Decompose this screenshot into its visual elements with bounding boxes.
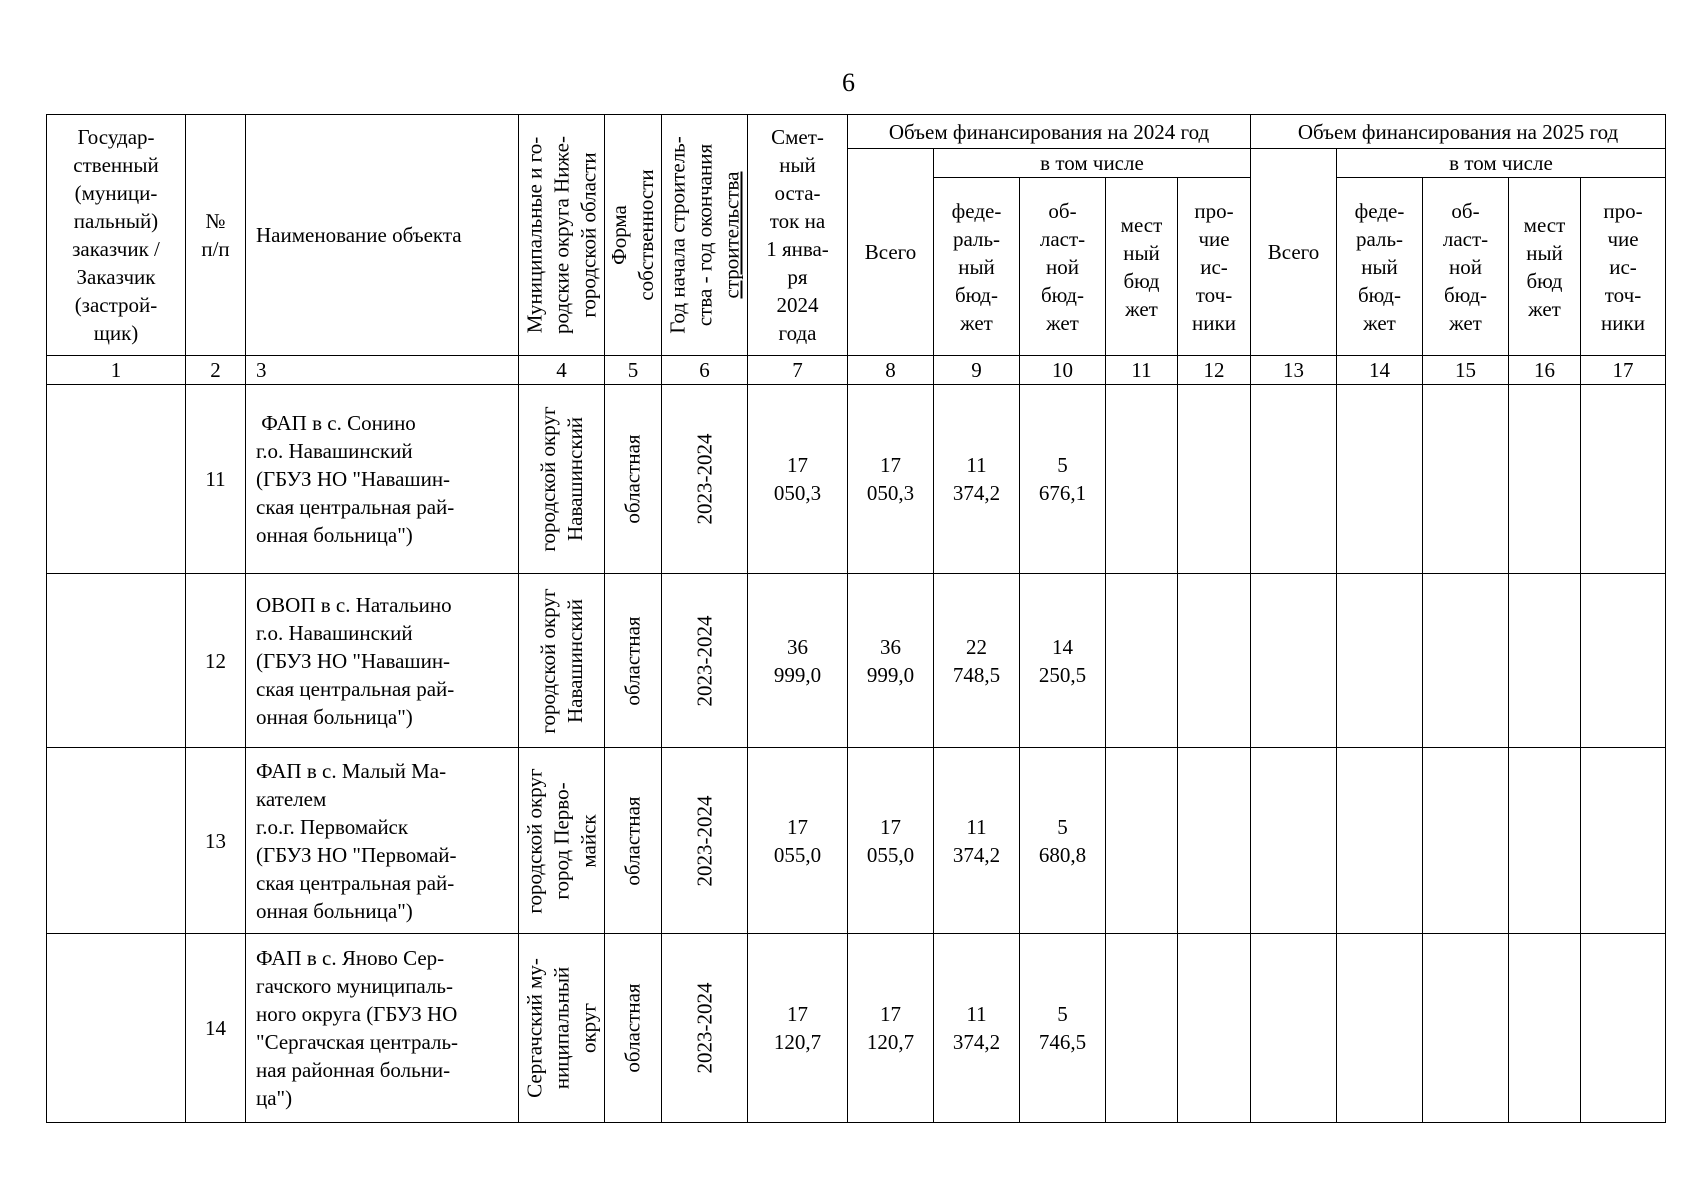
row-ownership: областная [605, 385, 662, 574]
row-customer [47, 385, 186, 574]
row-number: 11 [186, 385, 246, 574]
row-object-name: ФАП в с. Малый Ма- кателем г.о.г. Первомайск (ГБУЗ НО "Первомай- ская центральная рай- онная больница") [246, 748, 519, 934]
header-2025-including: в том числе [1337, 149, 1666, 178]
row-years: 2023-2024 [662, 574, 748, 748]
row-number: 14 [186, 934, 246, 1123]
row-ownership: областная [605, 574, 662, 748]
header-2024-federal: феде- раль- ный бюд- жет [934, 178, 1020, 356]
row-2025-total [1251, 385, 1337, 574]
header-customer: Государ- ственный (муници- пальный) заказчик / Заказчик (застрой- щик) [47, 115, 186, 356]
header-district: Муниципальные и го- родские округа Ниже- городской области [519, 115, 605, 356]
row-object-name: ФАП в с. Сонино г.о. Навашинский (ГБУЗ НО "Навашин- ская центральная рай- онная больница") [246, 385, 519, 574]
row-customer [47, 748, 186, 934]
header-2024-local: мест ный бюд жет [1106, 178, 1178, 356]
column-number: 6 [662, 356, 748, 385]
row-years: 2023-2024 [662, 748, 748, 934]
row-2025-regional [1423, 385, 1509, 574]
column-number: 15 [1423, 356, 1509, 385]
column-number: 17 [1581, 356, 1666, 385]
row-object-name: ФАП в с. Яново Сер- гачского муниципаль- ного округа (ГБУЗ НО "Сергачская централь- ная районная больни- ца") [246, 934, 519, 1123]
row-balance: 36 999,0 [748, 574, 848, 748]
row-district: городской округ Навашинский [519, 385, 605, 574]
header-estimated-balance: Смет- ный оста- ток на 1 янва- ря 2024 года [748, 115, 848, 356]
table-row [47, 385, 1666, 574]
header-2025-local: мест ный бюд жет [1509, 178, 1581, 356]
row-2024-other [1178, 934, 1251, 1123]
header-row-1 [47, 115, 1666, 149]
row-2025-total [1251, 934, 1337, 1123]
row-2025-other [1581, 574, 1666, 748]
row-number: 12 [186, 574, 246, 748]
row-2024-local [1106, 934, 1178, 1123]
row-customer [47, 934, 186, 1123]
row-number: 13 [186, 748, 246, 934]
row-2025-total [1251, 574, 1337, 748]
header-2025-regional: об- ласт- ной бюд- жет [1423, 178, 1509, 356]
header-ownership: Форма собственности [605, 115, 662, 356]
row-2024-other [1178, 748, 1251, 934]
row-balance: 17 120,7 [748, 934, 848, 1123]
row-district: городской округ город Перво- майск [519, 748, 605, 934]
row-2024-local [1106, 385, 1178, 574]
column-number: 7 [748, 356, 848, 385]
row-balance: 17 055,0 [748, 748, 848, 934]
row-years: 2023-2024 [662, 385, 748, 574]
header-2025-federal: феде- раль- ный бюд- жет [1337, 178, 1423, 356]
row-2024-total: 17 050,3 [848, 385, 934, 574]
header-2024-regional: об- ласт- ной бюд- жет [1020, 178, 1106, 356]
row-2024-regional: 14 250,5 [1020, 574, 1106, 748]
row-2025-other [1581, 934, 1666, 1123]
row-2025-regional [1423, 748, 1509, 934]
header-financing-2025: Объем финансирования на 2025 год [1251, 115, 1666, 149]
column-number: 12 [1178, 356, 1251, 385]
column-number: 5 [605, 356, 662, 385]
header-years: Год начала строитель- ства - год окончания строительства [662, 115, 748, 356]
row-2024-total: 17 120,7 [848, 934, 934, 1123]
row-2024-other [1178, 385, 1251, 574]
header-2024-other: про- чие ис- точ- ники [1178, 178, 1251, 356]
column-number: 4 [519, 356, 605, 385]
row-2025-federal [1337, 574, 1423, 748]
row-2025-total [1251, 748, 1337, 934]
page-number: 6 [842, 68, 855, 97]
header-2024-total: Всего [848, 149, 934, 356]
column-number: 16 [1509, 356, 1581, 385]
header-object-name: Наименование объекта [246, 115, 519, 356]
row-2024-federal: 11 374,2 [934, 385, 1020, 574]
row-customer [47, 574, 186, 748]
row-district: городской округ Навашинский [519, 574, 605, 748]
row-2024-other [1178, 574, 1251, 748]
row-years: 2023-2024 [662, 934, 748, 1123]
header-2025-total: Всего [1251, 149, 1337, 356]
row-2024-regional: 5 746,5 [1020, 934, 1106, 1123]
financing-table [46, 114, 1666, 1123]
row-2025-federal [1337, 385, 1423, 574]
column-number: 11 [1106, 356, 1178, 385]
row-2024-federal: 11 374,2 [934, 748, 1020, 934]
row-2025-other [1581, 748, 1666, 934]
table-row [47, 574, 1666, 748]
row-2024-local [1106, 748, 1178, 934]
table-row [47, 748, 1666, 934]
row-2024-federal: 11 374,2 [934, 934, 1020, 1123]
row-2025-local [1509, 934, 1581, 1123]
row-ownership: областная [605, 748, 662, 934]
row-2025-federal [1337, 934, 1423, 1123]
row-ownership: областная [605, 934, 662, 1123]
row-2024-total: 17 055,0 [848, 748, 934, 934]
column-number-row [47, 356, 1666, 385]
column-number: 3 [246, 356, 519, 385]
column-number: 13 [1251, 356, 1337, 385]
row-2024-total: 36 999,0 [848, 574, 934, 748]
row-2025-regional [1423, 934, 1509, 1123]
row-2025-regional [1423, 574, 1509, 748]
row-2025-federal [1337, 748, 1423, 934]
column-number: 9 [934, 356, 1020, 385]
row-2024-regional: 5 676,1 [1020, 385, 1106, 574]
header-financing-2024: Объем финансирования на 2024 год [848, 115, 1251, 149]
row-2025-local [1509, 574, 1581, 748]
row-2024-federal: 22 748,5 [934, 574, 1020, 748]
row-object-name: ОВОП в с. Натальино г.о. Навашинский (ГБУЗ НО "Навашин- ская центральная рай- онная больница") [246, 574, 519, 748]
row-2024-local [1106, 574, 1178, 748]
table-row [47, 934, 1666, 1123]
row-2024-regional: 5 680,8 [1020, 748, 1106, 934]
column-number: 8 [848, 356, 934, 385]
header-number: № п/п [186, 115, 246, 356]
row-balance: 17 050,3 [748, 385, 848, 574]
column-number: 1 [47, 356, 186, 385]
column-number: 14 [1337, 356, 1423, 385]
column-number: 2 [186, 356, 246, 385]
row-2025-local [1509, 385, 1581, 574]
header-2024-including: в том числе [934, 149, 1251, 178]
column-number: 10 [1020, 356, 1106, 385]
row-2025-local [1509, 748, 1581, 934]
row-2025-other [1581, 385, 1666, 574]
row-district: Сергачский му- ниципальный округ [519, 934, 605, 1123]
header-2025-other: про- чие ис- точ- ники [1581, 178, 1666, 356]
